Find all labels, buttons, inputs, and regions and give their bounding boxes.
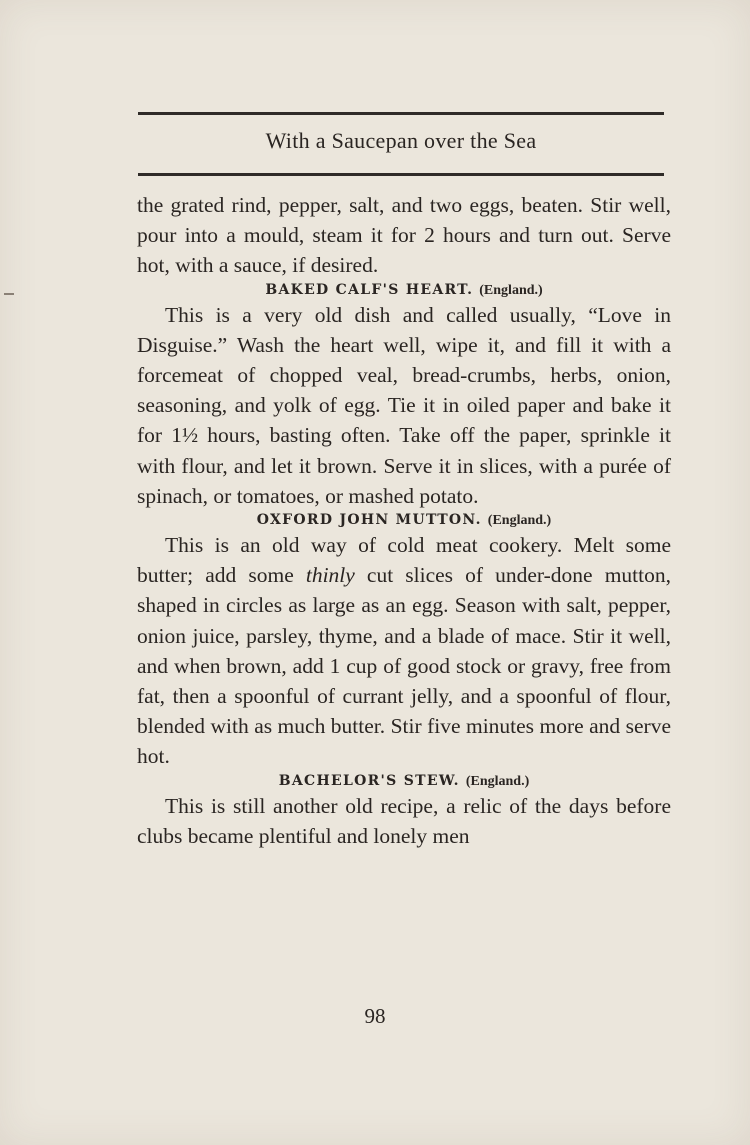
page-edge-mark [4, 293, 14, 295]
recipe-country: (England.) [479, 282, 543, 298]
recipe-country: (England.) [487, 513, 552, 529]
continuation-paragraph: the grated rind, pepper, salt, and two eggs, beaten. Stir well, pour into a mould, steam it for 2 hours and turn out. Serve hot, with a sauce, if desired. [137, 193, 671, 278]
recipe-paragraph [137, 530, 671, 772]
recipe-country: (England.) [465, 773, 530, 789]
page-number: 98 [364, 1004, 386, 1028]
recipe-title: BACHELOR'S STEW. [278, 772, 460, 789]
recipe-paragraph: This is still another old recipe, a relic of the days before clubs became plentiful and lonely men [137, 793, 671, 848]
header-rule-bottom [138, 173, 664, 176]
recipe-heading [137, 772, 671, 791]
recipe-title: OXFORD JOHN MUTTON. [256, 512, 482, 529]
recipe-paragraph: This is a very old dish and called usually, “Love in Disguise.” Wash the heart well, wipe it, and fill it with a forcemeat of chopped veal, bread-crumbs, herbs, onion, seasoning, and yolk of egg. Tie it in oiled paper and bake it for 1½ hours, basting often. Take off the paper, sprinkle it with flour, and let it brown. Serve it in slices, with a purée of spinach, or tomatoes, or mashed potato. [137, 302, 671, 508]
recipe-heading [137, 281, 671, 300]
header-rule-top [138, 112, 664, 115]
recipe-text-part: This is an old way of cold meat cookery. Melt some butter; add some [137, 533, 671, 588]
page-body [137, 190, 671, 851]
emphasis-word: thinly [305, 563, 355, 588]
recipe-title: BAKED CALF'S HEART. [265, 281, 474, 298]
running-head: With a Saucepan over the Sea [265, 128, 537, 153]
recipe-text-part: cut slices of under-done mutton, shaped in circles as large as an egg. Season with salt, pepper, onion juice, parsley, thyme, and a blade of mace. Stir it well, and when brown, add 1 cup of good stock or gravy, free from fat, then a spoonful of currant jelly, and a spoonful of flour, blended with as much butter. Stir five minutes more and serve hot. [137, 563, 671, 769]
recipe-heading [137, 511, 671, 530]
